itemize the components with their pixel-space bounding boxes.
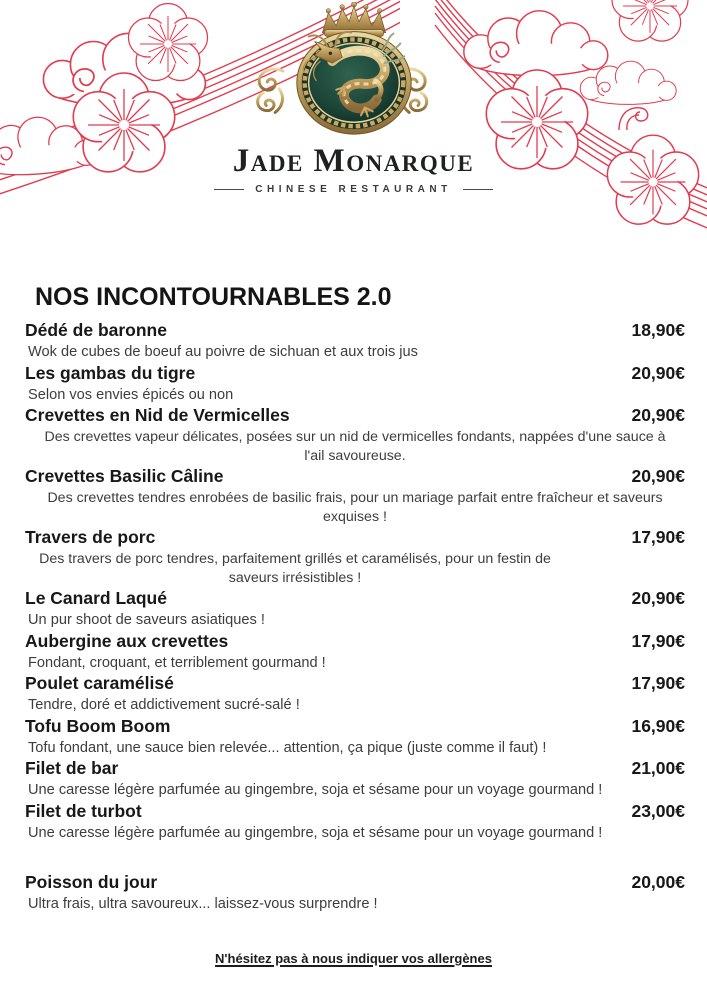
item-row	[25, 465, 685, 487]
item-description: Une caresse légère parfumée au gingembre, soja et sésame pour un voyage gourmand !	[28, 782, 603, 798]
item-row	[25, 404, 685, 426]
item-price: 17,90€	[631, 527, 685, 547]
item-price: 16,90€	[631, 715, 685, 736]
menu-item	[25, 800, 685, 843]
item-name: Crevettes en Nid de Vermicelles	[25, 405, 290, 425]
section-title: NOS INCONTOURNABLES 2.0	[35, 283, 392, 311]
item-name: Poisson du jour	[25, 872, 158, 892]
item-description: Wok de cubes de boeuf au poivre de sichuan et aux trois jus	[28, 344, 418, 360]
menu-item	[25, 404, 685, 465]
item-description: Selon vos envies épicés ou non	[28, 386, 234, 403]
menu-item	[25, 715, 685, 758]
item-name: Poulet caramélisé	[25, 673, 174, 693]
item-price: 20,90€	[631, 588, 685, 608]
item-row	[25, 587, 685, 609]
item-name: Travers de porc	[25, 527, 156, 547]
brand-tagline: CHINESE RESTAURANT	[255, 184, 452, 195]
menu-item	[25, 465, 685, 526]
menu-item	[25, 672, 685, 715]
item-name: Les gambas du tigre	[25, 362, 196, 383]
item-price: 17,90€	[631, 630, 685, 651]
item-price: 23,00€	[631, 800, 685, 821]
item-price: 21,00€	[631, 758, 685, 778]
side-scroll-left-icon	[257, 69, 282, 112]
tagline-dash-right	[463, 189, 493, 190]
item-price: 20,00€	[631, 872, 685, 892]
brand-name: Jade Monarque	[232, 143, 475, 179]
item-description: Un pur shoot de saveurs asiatiques !	[28, 612, 265, 628]
logo	[0, 0, 707, 195]
brand-tagline-row	[0, 184, 707, 195]
item-name: Filet de bar	[25, 758, 119, 778]
item-description: Fondant, croquant, et terriblement gourmand !	[28, 654, 326, 671]
item-name: Le Canard Laqué	[25, 588, 167, 608]
menu-item	[25, 526, 685, 587]
item-row	[25, 757, 685, 779]
item-row	[25, 319, 685, 341]
item-row	[25, 871, 685, 893]
item-description: Tendre, doré et addictivement sucré-salé !	[28, 697, 300, 713]
item-price: 20,90€	[631, 405, 685, 425]
tagline-dash-left	[214, 189, 244, 190]
item-name: Aubergine aux crevettes	[25, 630, 229, 651]
dragon-emblem-icon	[244, 2, 464, 140]
item-description: Ultra frais, ultra savoureux... laissez-vous surprendre !	[28, 896, 378, 912]
item-description: Une caresse légère parfumée au gingembre, soja et sésame pour un voyage gourmand !	[28, 824, 603, 841]
allergen-note: N'hésitez pas à nous indiquer vos allergènes	[215, 951, 492, 966]
item-name: Filet de turbot	[25, 800, 142, 821]
item-row	[25, 715, 685, 737]
menu-section	[0, 283, 707, 914]
item-row	[25, 362, 685, 384]
item-price: 20,90€	[631, 466, 685, 486]
item-description: Des crevettes vapeur délicates, posées sur un nid de vermicelles fondants, nappées d'une sauce à l'ail savoureuse.	[44, 429, 666, 464]
item-price: 17,90€	[631, 673, 685, 693]
menu-item	[25, 757, 685, 800]
header	[0, 0, 707, 230]
menu-item	[25, 362, 685, 405]
item-price: 18,90€	[631, 320, 685, 340]
item-description: Tofu fondant, une sauce bien relevée... attention, ça pique (juste comme il faut) !	[28, 739, 547, 756]
menu-item	[25, 587, 685, 630]
item-row	[25, 672, 685, 694]
menu-item	[25, 319, 685, 362]
menu-item	[25, 630, 685, 673]
item-name: Crevettes Basilic Câline	[25, 466, 224, 486]
item-description: Des travers de porc tendres, parfaitement grillés et caramélisés, pour un festin de saveurs irrésistibles !	[39, 551, 551, 586]
menu-item	[25, 871, 685, 914]
item-description: Des crevettes tendres enrobées de basilic frais, pour un mariage parfait entre fraîcheur et saveurs exquises !	[47, 490, 663, 525]
item-name: Tofu Boom Boom	[25, 715, 171, 736]
item-row	[25, 526, 685, 548]
item-name: Dédé de baronne	[25, 320, 167, 340]
item-price: 20,90€	[631, 362, 685, 383]
item-row	[25, 800, 685, 822]
footer	[0, 951, 707, 966]
item-row	[25, 630, 685, 652]
